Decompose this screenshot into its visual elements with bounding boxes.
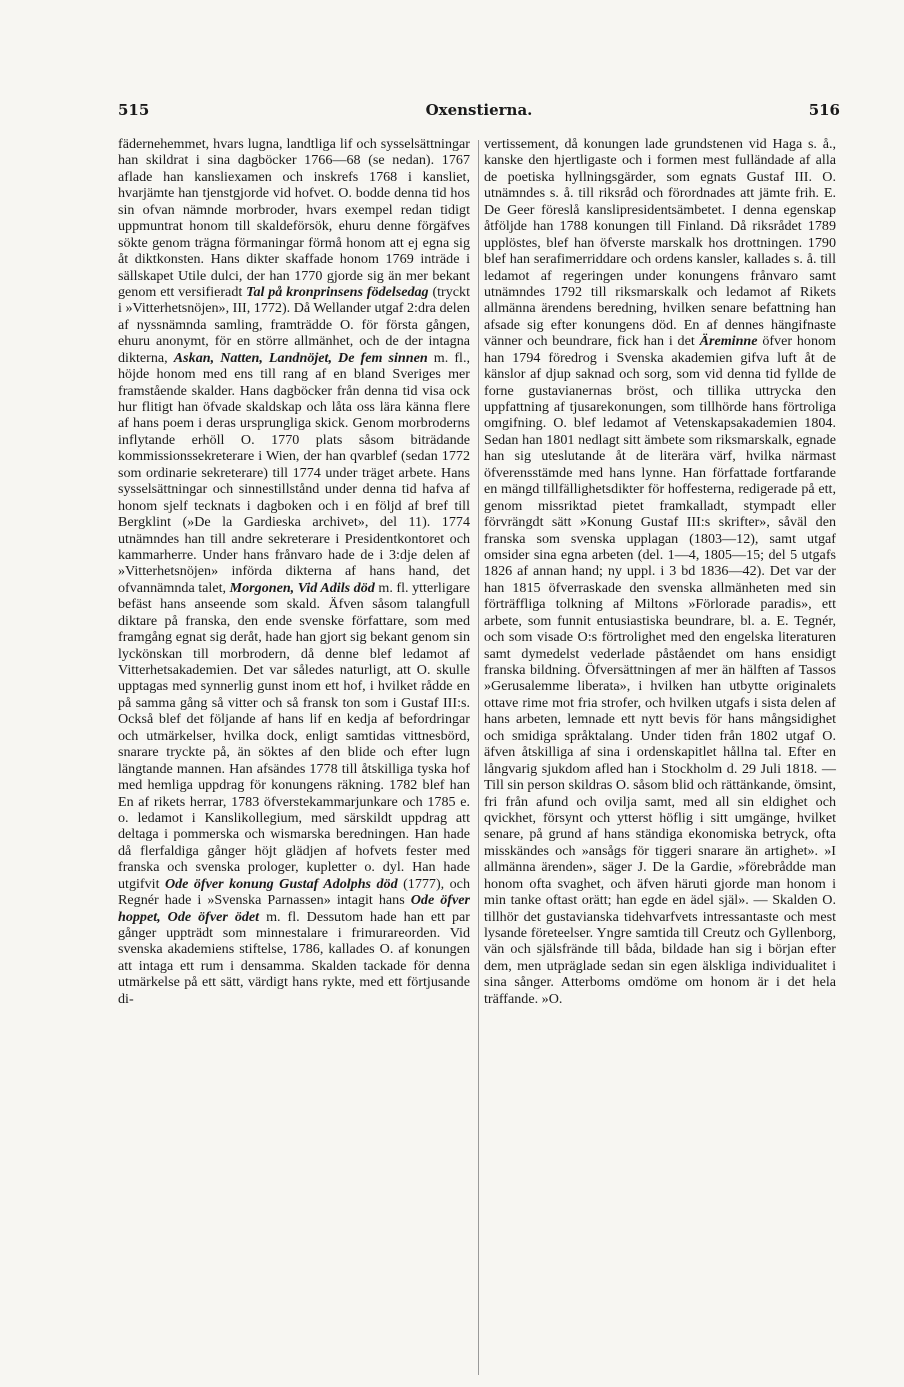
left-column-paragraph (118, 136, 470, 1007)
page-header (118, 101, 840, 123)
body-text-segment: m. fl., höjde honom med ens till rang af en bland Sveriges mer framstående skalder. Hans dagböcker från denna tid visa ock hur flitigt han öfvade skaldskap och låta oss lära känna flere af hans poem i deras ursprungliga skick. Genom morbroderns inflytande erhöll O. 1770 plats såsom biträdande kommissionssekreterare i Wien, der han qvarblef (sedan 1772 som ordinarie sekreterare) till 1774 under träget arbete. Hans sysselsättningar och sinnestillstånd under denna tid hafva af honom sjelf tecknats i dagboken och i en följd af bref till Bergklint (»De la Gardieska archivet», del 11). 1774 utnämndes han till andre sekreterare i Presidentkontoret och kammarherre. Under hans frånvaro hade de i 3:dje delen af »Vitterhetsnöjen» införda dikterna af hans hand, det ofvannämnda talet, (118, 349, 470, 596)
italic-title-text: Ode öfver konung Gustaf Adolphs död (164, 875, 398, 892)
left-text-column (118, 136, 470, 1007)
italic-title-text: Äreminne (699, 333, 758, 350)
body-text-segment: fädernehemmet, hvars lugna, landtliga lif och sysselsättningar han skildrat i sina dagböcker 1766—68 (se nedan). 1767 aflade han kansliexamen och inskrefs 1768 i kansliet, hvarjämte han tjenstgjorde vid hofvet. O. bodde denna tid hos sin ofvan nämnde morbroder, hvars exempel redan tidigt uppmuntrat honom till skaldeförsök, ehuru denne förgäfves sökte genom trägna förmaningar förmå honom att ej egna sig åt diktkonsten. Hans dikter skaffade honom 1769 inträde i sällskapet Utile dulci, der han 1770 gjorde sig än mer bekant genom ett versifieradt (118, 136, 470, 300)
right-column-paragraph (484, 136, 836, 1007)
body-text-segment: öfver honom han 1794 föredrog i Svenska akademien gifva luft åt de känslor af djup saknad och sorg, som vid denna tid fyllde de forne gustavianernas bröst, och tillika uttrycka den uppfattning af tjusarekonungen, som tillhörde hans förtroliga omgifning. O. blef ledamot af Vetenskapsakademien 1804. Sedan han 1801 nedlagt sitt ämbete som riksmarskalk, egnade han sig uteslutande åt de literära värf, hvilka närmast öfverensstämde med hans lynne. Han författade fortfarande en mängd tillfällighetsdikter för hoffesterna, redigerade på ett, genom missriktad pietet framkalladt, stympadt eller förvrängdt sätt »Konung Gustaf III:s skrifter», såväl den franska som svenska upplagan (1803—12), samt utgaf omsider sina egna arbeten (del. 1—4, 1805—15; del 5 utgafs 1826 af annan hand; ny uppl. i 3 bd 1836—42). Det var der han 1815 öfverraskade den svenska allmänheten med sin förträffliga tolkning af Miltons »Förlorade paradis», ett arbete, som funnit entusiastiska beundrare, bl. a. E. Tegnér, och som visade O:s förtrolighet med den engelska literaturen samt dymedelst vederlade påståendet om hans ensidigt franska bildning. Öfversättningen af mer än hälften af Tassos »Gerusalemme liberata», i hvilken han utbytte originalets ottave rime mot fria strofer, och hvilken utgafs i sista delen af hans arbeten, lemnade ett nytt bevis för hans mångsidighet och smidiga språktalang. Under tiden från 1802 utgaf O. äfven åtskilliga af sina i ordenskapitlet hållna tal. Efter en långvarig sjukdom afled han i Stockholm d. 29 Juli 1818. — Till sin person skildras O. såsom blid och rättänkande, ömsint, fri från afund och ovilja samt, med all sin eldighet och qvickhet, försynt och ytterst höflig i sitt umgänge, hvilket senare, på grund af hans ständiga ekonomiska betryck, ofta misskändes och »ansågs för tiggeri snarare än artighet». »I allmänna ärenden», säger J. De la Gardie, »förebrådde man honom ofta svaghet, och äfven häruti gjorde man honom i min tanke oftast orätt; han egde en ädel själ». — Skalden O. tillhör det gustavianska tidehvarfvets intressantaste och mest lysande företeelser. Yngre samtida till Creutz och Gyllenborg, vän och själsfrände till båda, bildade han sig i början efter dem, men utpräglade sedan sin egen älskliga individualitet i sina sånger. Atterboms omdöme om honom är i det hela träffande. »O. (484, 333, 837, 1007)
body-text-segment: m. fl. Dessutom hade han ett par gånger uppträdt som minnestalare i frimurareorden. Vid svenska akademiens stiftelse, 1786, kallades O. af konungen att intaga ett rum i densamma. Skalden tackade för denna utmärkelse på ett sätt, värdigt hans rykte, med ett förtjusande di- (118, 908, 470, 1007)
body-text-segment: (tryckt i »Vitterhetsnöjen», III, 1772). Då Wellander utgaf 2:dra delen af nyssnämnda samling, framträdde O. för första gången, ehuru anonymt, för en större allmänhet, och de der intagna dikterna, (118, 283, 471, 366)
right-text-column (484, 136, 836, 1007)
body-text-segment: m. fl. ytterligare befäst hans anseende som skald. Äfven såsom talangfull diktare på franska, den ende svenske författare, som med framgång egnat sig deråt, hade han gjort sig bekant genom sin lyckönskan till morbrodern, då denne blef ledamot af Vitterhetsakademien. Det var således naturligt, att O. skulle upptagas med synnerlig gunst inom ett hof, i hvilket rådde en på samma gång så vitter och så fransk ton som i Gustaf III:s. Också blef det följande af hans lif en kedja af befordringar och utmärkelser, hvilka dock, enligt samtidas vittnesbörd, snarare tryckte på, än söktes af den blide och efter lugn längtande mannen. Han afsändes 1778 till åtskilliga tyska hof med hemliga uppdrag för konungens räkning. 1782 blef han En af rikets herrar, 1783 öfverstekammarjunkare och 1785 e. o. ledamot i Kanslikollegium, med särskildt uppdrag att deltaga i pommerska och wismarska beredningen. Han hade då flerfaldiga gånger höjt glädjen af hofvets fester med franska och svenska prologer, kupletter o. dyl. Han hade utgifvit (118, 579, 470, 892)
italic-title-text: Ode öfver hoppet, Ode öfver ödet (118, 892, 470, 925)
column-divider (478, 140, 479, 1375)
italic-title-text: Tal på kronprinsens födelsedag (246, 283, 429, 300)
italic-title-text: Morgonen, Vid Adils död (229, 579, 375, 596)
page-number-right: 516 (808, 101, 840, 119)
italic-title-text: Askan, Natten, Landnöjet, De fem sinnen (173, 349, 428, 366)
body-text-segment: (1777), och Regnér hade i »Svenska Parnassen» intagit hans (118, 875, 470, 909)
page-number-left: 515 (118, 101, 150, 119)
body-text-segment: vertissement, då konungen lade grundstenen vid Haga s. å., kanske den hjertligaste och i formen mest fulländade af alla de poetiska hyllningsgärder, som egnats Gustaf III. O. utnämndes s. å. till riksråd och förordnades att jämte frih. E. De Geer föreslå kanslipresidentsämbetet. I denna egenskap åtföljde han 1788 konungen till Finland. Då riksrådet 1789 upplöstes, blef han öfverste marskalk hos drottningen. 1790 blef han serafimerriddare och ordens kansler, kallades s. å. till ledamot af regeringen under konungens frånvaro samt utnämndes 1792 till riksmarskalk och ledamot af Rikets allmänna ärendens beredning, hvilken senare befattning han afsade sig efter konungens död. En af dennes hängifnaste vänner och beundrare, fick han i det (484, 136, 836, 350)
running-head-title: Oxenstierna. (425, 101, 533, 119)
